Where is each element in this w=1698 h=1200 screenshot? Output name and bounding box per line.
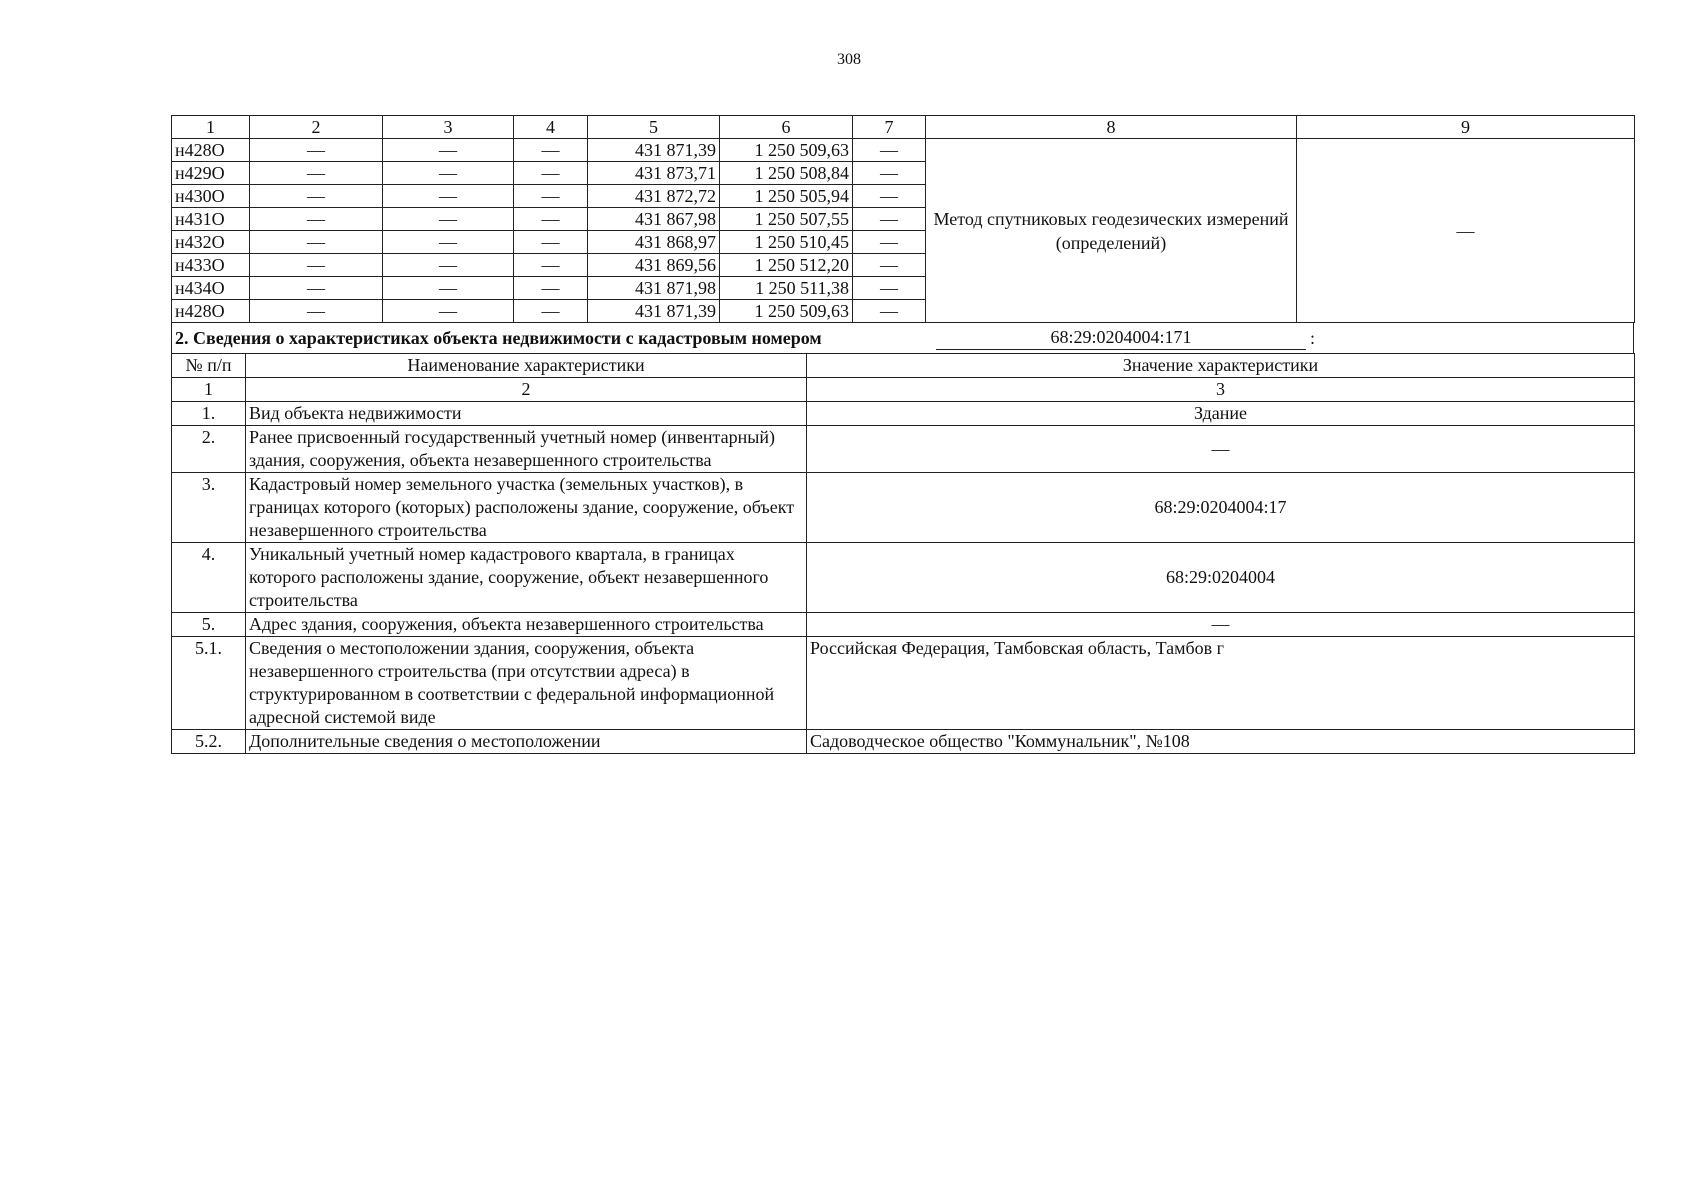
cell-col3: — [383, 208, 514, 231]
cell-col3: — [383, 185, 514, 208]
header-cell: 6 [720, 116, 853, 139]
table-row [172, 473, 1635, 543]
header-name: Наименование характеристики [246, 354, 807, 378]
characteristic-name: Ранее присвоенный государственный учетный номер (инвентарный) здания, сооружения, объекта незавершенного строительства [246, 426, 807, 473]
characteristic-name: Адрес здания, сооружения, объекта незавершенного строительства [246, 613, 807, 637]
characteristic-name: Сведения о местоположении здания, сооружения, объекта незавершенного строительства (при отсутствии адреса) в структурированном в соответствии с федеральной информационной адресной системой виде [246, 637, 807, 730]
cell-col2: — [250, 208, 383, 231]
table-row [172, 543, 1635, 613]
cell-col7: — [853, 208, 926, 231]
coord-x: 431 871,39 [588, 300, 720, 323]
coord-y: 1 250 510,45 [720, 231, 853, 254]
col9-cell: — [1297, 139, 1635, 323]
table-row [172, 426, 1635, 473]
characteristic-name: Кадастровый номер земельного участка (земельных участков), в границах которого (которых) расположены здание, сооружение, объект незавершенного строительства [246, 473, 807, 543]
cell-col2: — [250, 139, 383, 162]
cell-col7: — [853, 231, 926, 254]
coord-x: 431 868,97 [588, 231, 720, 254]
row-number: 2. [172, 426, 246, 473]
cell-col2: — [250, 277, 383, 300]
characteristic-value: — [807, 613, 1635, 637]
row-number: 3. [172, 473, 246, 543]
coord-x: 431 871,39 [588, 139, 720, 162]
cell-col2: — [250, 254, 383, 277]
header-cell: 2 [250, 116, 383, 139]
index-value: 3 [807, 378, 1635, 402]
coord-y: 1 250 507,55 [720, 208, 853, 231]
header-cell: 9 [1297, 116, 1635, 139]
characteristic-value: Садоводческое общество "Коммунальник", №108 [807, 730, 1635, 754]
point-name: н434О [172, 277, 250, 300]
point-name: н430О [172, 185, 250, 208]
coord-x: 431 873,71 [588, 162, 720, 185]
point-name: н428О [172, 300, 250, 323]
point-name: н429О [172, 162, 250, 185]
cell-col4: — [514, 300, 588, 323]
header-cell: 1 [172, 116, 250, 139]
characteristics-table [171, 353, 1635, 754]
table-row [172, 613, 1635, 637]
point-name: н433О [172, 254, 250, 277]
cell-col3: — [383, 254, 514, 277]
cell-col4: — [514, 277, 588, 300]
point-name: н432О [172, 231, 250, 254]
coord-x: 431 872,72 [588, 185, 720, 208]
header-cell: 7 [853, 116, 926, 139]
coord-x: 431 871,98 [588, 277, 720, 300]
cell-col7: — [853, 254, 926, 277]
cell-col7: — [853, 300, 926, 323]
header-cell: 5 [588, 116, 720, 139]
coord-x: 431 869,56 [588, 254, 720, 277]
cell-col4: — [514, 162, 588, 185]
cell-col7: — [853, 277, 926, 300]
cell-col2: — [250, 231, 383, 254]
cell-col3: — [383, 139, 514, 162]
cell-col3: — [383, 162, 514, 185]
index-num: 1 [172, 378, 246, 402]
coord-x: 431 867,98 [588, 208, 720, 231]
cell-col4: — [514, 254, 588, 277]
cell-col7: — [853, 162, 926, 185]
cadastral-number: 68:29:0204004:171 [936, 323, 1306, 350]
coord-y: 1 250 512,20 [720, 254, 853, 277]
coordinates-table [171, 115, 1635, 323]
page-number: 308 [837, 51, 861, 68]
table-row [172, 637, 1635, 730]
coord-y: 1 250 505,94 [720, 185, 853, 208]
section-2-title: 2. Сведения о характеристиках объекта недвижимости с кадастровым номером [175, 328, 822, 348]
table-row [172, 730, 1635, 754]
table-row [172, 139, 1635, 162]
cell-col3: — [383, 277, 514, 300]
coord-y: 1 250 508,84 [720, 162, 853, 185]
method-cell: Метод спутниковых геодезических измерений (определений) [926, 139, 1297, 323]
characteristic-value: 68:29:0204004:17 [807, 473, 1635, 543]
point-name: н428О [172, 139, 250, 162]
characteristic-name: Уникальный учетный номер кадастрового квартала, в границах которого расположены здание, сооружение, объект незавершенного строительства [246, 543, 807, 613]
cell-col4: — [514, 185, 588, 208]
cell-col3: — [383, 231, 514, 254]
characteristic-name: Вид объекта недвижимости [246, 402, 807, 426]
coord-y: 1 250 509,63 [720, 300, 853, 323]
characteristic-value: — [807, 426, 1635, 473]
characteristic-value: Российская Федерация, Тамбовская область, Тамбов г [807, 637, 1635, 730]
cell-col4: — [514, 208, 588, 231]
header-value: Значение характеристики [807, 354, 1635, 378]
cell-col7: — [853, 185, 926, 208]
cell-col7: — [853, 139, 926, 162]
title-colon: : [1310, 328, 1316, 348]
characteristics-header-row [172, 354, 1635, 378]
row-number: 4. [172, 543, 246, 613]
coord-y: 1 250 511,38 [720, 277, 853, 300]
characteristic-name: Дополнительные сведения о местоположении [246, 730, 807, 754]
document-block [171, 115, 1634, 754]
coord-y: 1 250 509,63 [720, 139, 853, 162]
row-number: 5.2. [172, 730, 246, 754]
characteristic-value: Здание [807, 402, 1635, 426]
column-index-row [172, 378, 1635, 402]
cell-col3: — [383, 300, 514, 323]
header-cell: 4 [514, 116, 588, 139]
point-name: н431О [172, 208, 250, 231]
row-number: 5.1. [172, 637, 246, 730]
header-cell: 8 [926, 116, 1297, 139]
header-cell: 3 [383, 116, 514, 139]
row-number: 1. [172, 402, 246, 426]
characteristic-value: 68:29:0204004 [807, 543, 1635, 613]
section-2-title-row [171, 323, 1634, 353]
cell-col2: — [250, 185, 383, 208]
cell-col2: — [250, 300, 383, 323]
header-num: № п/п [172, 354, 246, 378]
row-number: 5. [172, 613, 246, 637]
cell-col4: — [514, 231, 588, 254]
table-row [172, 402, 1635, 426]
index-name: 2 [246, 378, 807, 402]
coordinates-header-row [172, 116, 1635, 139]
cell-col4: — [514, 139, 588, 162]
cell-col2: — [250, 162, 383, 185]
